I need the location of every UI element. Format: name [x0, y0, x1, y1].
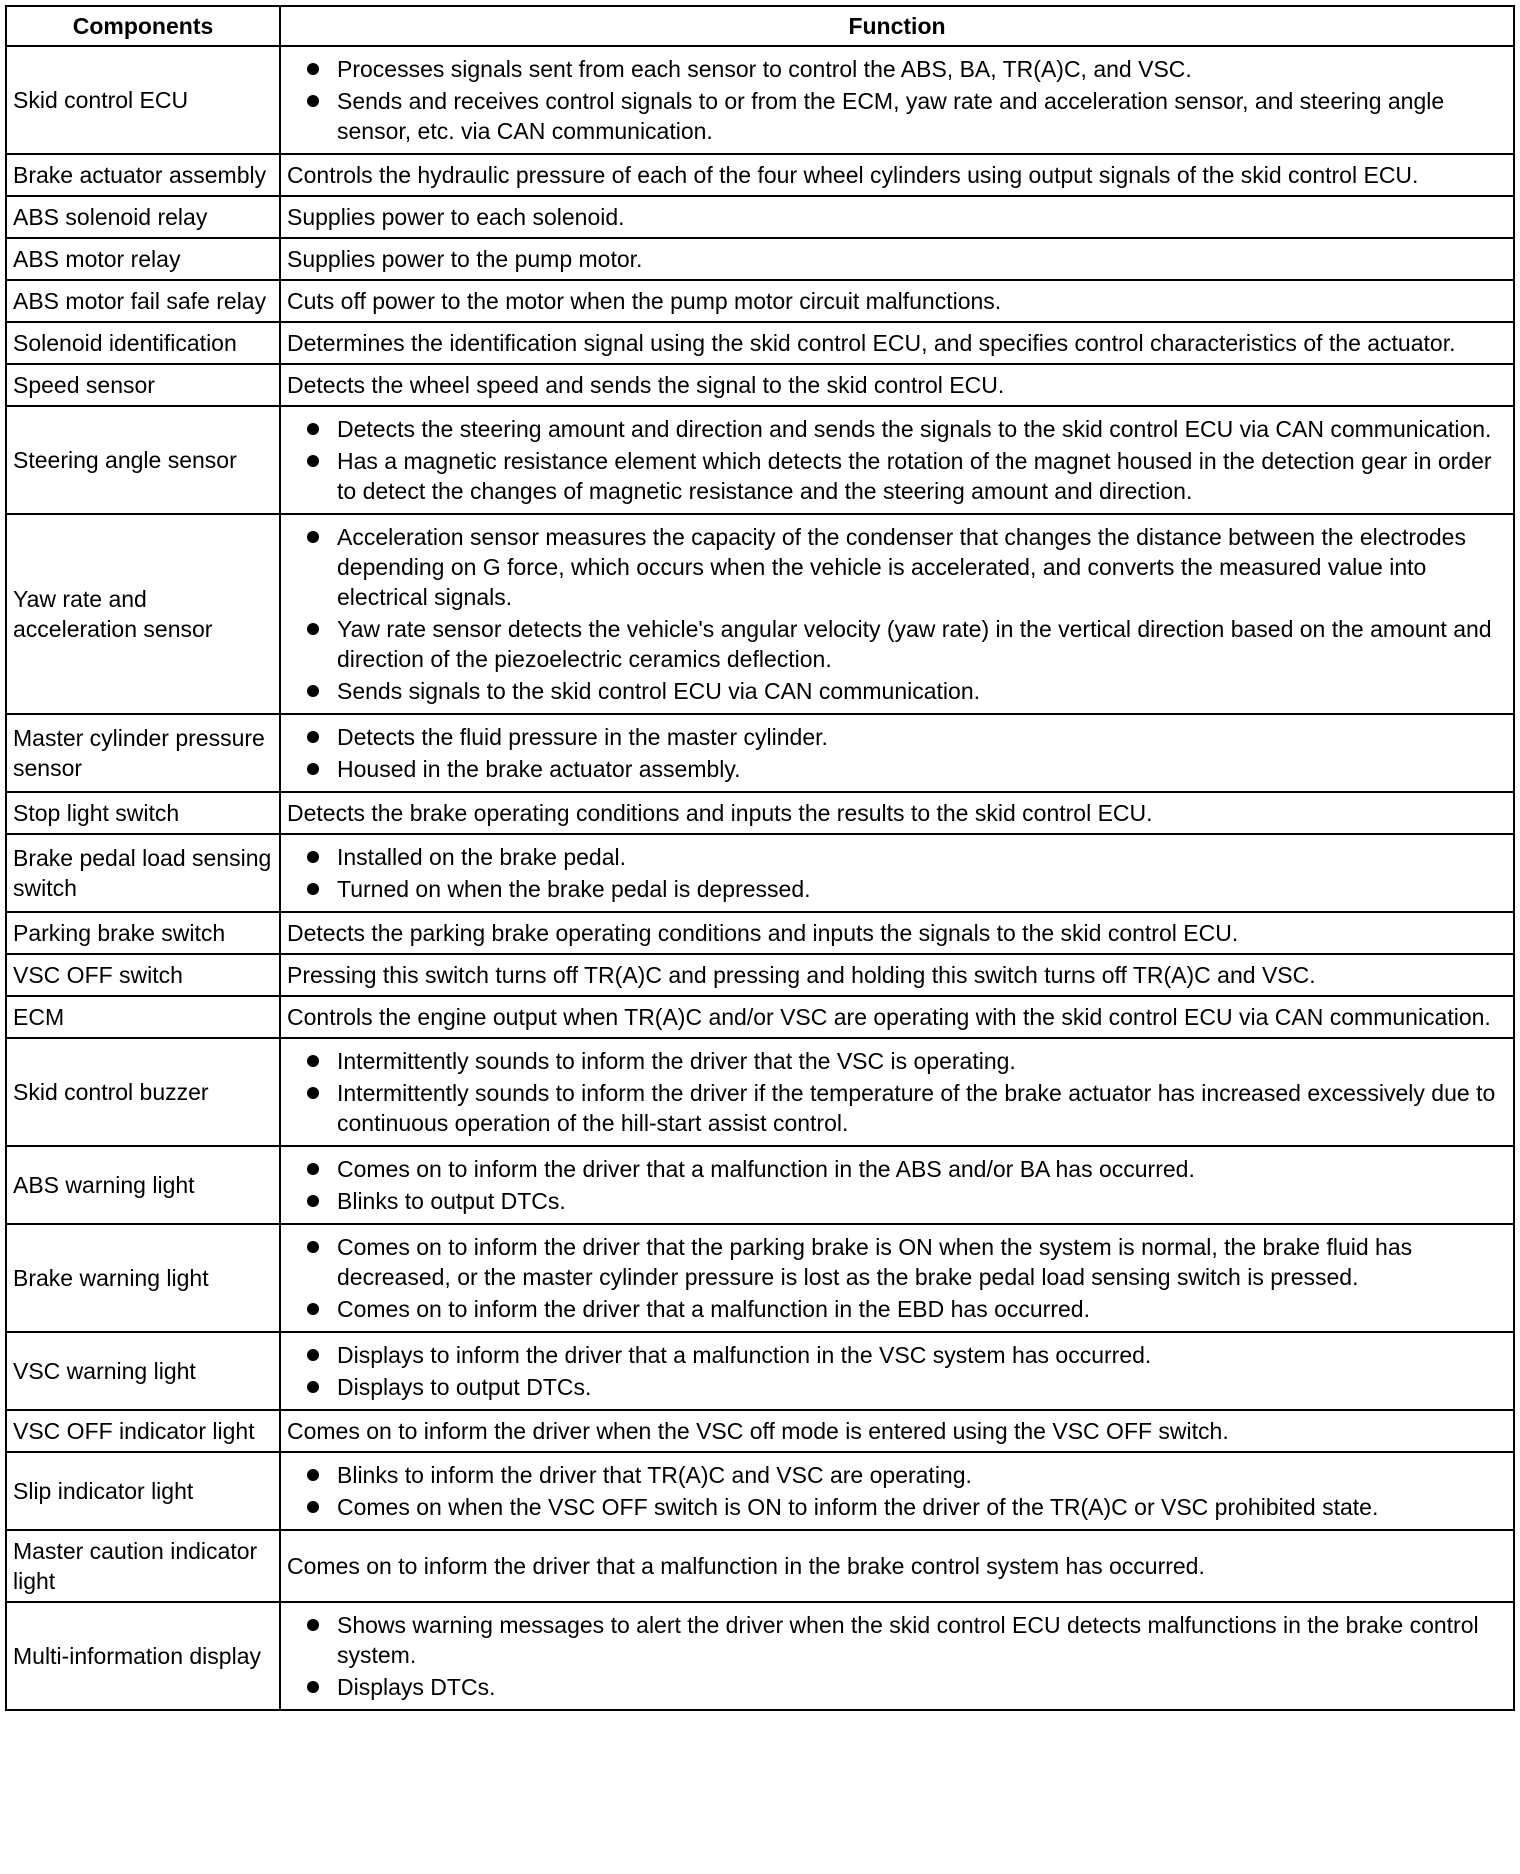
- bullet-icon: [307, 1303, 319, 1315]
- bullet-text: Sends and receives control signals to or from the ECM, yaw rate and acceleration sensor, and steering angle sensor, etc. via CAN communication.: [337, 88, 1445, 144]
- list-item: [287, 1232, 1507, 1292]
- function-bullet-list: [287, 54, 1507, 146]
- function-text: Detects the brake operating conditions and inputs the results to the skid control ECU.: [287, 800, 1153, 826]
- component-cell: Skid control ECU: [6, 46, 280, 154]
- list-item: [287, 86, 1507, 146]
- function-cell: [280, 954, 1514, 996]
- function-text: Cuts off power to the motor when the pump motor circuit malfunctions.: [287, 288, 1002, 314]
- bullet-icon: [307, 531, 319, 543]
- bullet-text: Turned on when the brake pedal is depressed.: [337, 876, 811, 902]
- component-cell: Steering angle sensor: [6, 406, 280, 514]
- table-row: [6, 1038, 1514, 1146]
- bullet-text: Housed in the brake actuator assembly.: [337, 756, 741, 782]
- bullet-icon: [307, 1241, 319, 1253]
- bullet-icon: [307, 731, 319, 743]
- table-row: [6, 1602, 1514, 1710]
- table-row: [6, 514, 1514, 714]
- list-item: [287, 1492, 1507, 1522]
- component-cell: Brake warning light: [6, 1224, 280, 1332]
- function-bullet-list: [287, 722, 1507, 784]
- list-item: [287, 754, 1507, 784]
- function-text: Detects the parking brake operating conditions and inputs the signals to the skid control ECU.: [287, 920, 1239, 946]
- table-row: [6, 322, 1514, 364]
- function-bullet-list: [287, 1232, 1507, 1324]
- component-cell: ABS motor relay: [6, 238, 280, 280]
- function-cell: [280, 996, 1514, 1038]
- table-row: [6, 46, 1514, 154]
- list-item: [287, 1372, 1507, 1402]
- function-cell: [280, 834, 1514, 912]
- function-cell: [280, 1452, 1514, 1530]
- function-cell: [280, 514, 1514, 714]
- bullet-text: Installed on the brake pedal.: [337, 844, 626, 870]
- list-item: [287, 614, 1507, 674]
- bullet-text: Has a magnetic resistance element which detects the rotation of the magnet housed in the detection gear in order to detect the changes of magnetic resistance and the steering amount and direction.: [337, 448, 1492, 504]
- component-cell: Brake pedal load sensing switch: [6, 834, 280, 912]
- function-text: Supplies power to each solenoid.: [287, 204, 625, 230]
- list-item: [287, 1610, 1507, 1670]
- bullet-text: Acceleration sensor measures the capacity of the condenser that changes the distance between the electrodes depending on G force, which occurs when the vehicle is accelerated, and converts the measured value into electrical signals.: [337, 524, 1466, 610]
- function-cell: [280, 912, 1514, 954]
- function-bullet-list: [287, 414, 1507, 506]
- component-cell: Master caution indicator light: [6, 1530, 280, 1602]
- list-item: [287, 842, 1507, 872]
- function-cell: [280, 792, 1514, 834]
- table-row: [6, 912, 1514, 954]
- bullet-icon: [307, 763, 319, 775]
- bullet-icon: [307, 1619, 319, 1631]
- function-cell: [280, 1530, 1514, 1602]
- component-cell: ABS solenoid relay: [6, 196, 280, 238]
- function-cell: [280, 1332, 1514, 1410]
- bullet-icon: [307, 685, 319, 697]
- components-table-wrapper: [5, 5, 1513, 1711]
- bullet-icon: [307, 95, 319, 107]
- list-item: [287, 1340, 1507, 1370]
- function-bullet-list: [287, 1460, 1507, 1522]
- bullet-icon: [307, 1469, 319, 1481]
- table-row: [6, 1530, 1514, 1602]
- component-cell: ECM: [6, 996, 280, 1038]
- bullet-text: Intermittently sounds to inform the driver if the temperature of the brake actuator has increased excessively due to continuous operation of the hill-start assist control.: [337, 1080, 1496, 1136]
- table-body: [6, 46, 1514, 1710]
- bullet-icon: [307, 1381, 319, 1393]
- bullet-icon: [307, 63, 319, 75]
- bullet-text: Intermittently sounds to inform the driver that the VSC is operating.: [337, 1048, 1016, 1074]
- table-row: [6, 1224, 1514, 1332]
- component-cell: Multi-information display: [6, 1602, 280, 1710]
- table-row: [6, 1146, 1514, 1224]
- table-row: [6, 792, 1514, 834]
- bullet-icon: [307, 1055, 319, 1067]
- bullet-text: Shows warning messages to alert the driver when the skid control ECU detects malfunctions in the brake control system.: [337, 1612, 1479, 1668]
- function-cell: [280, 322, 1514, 364]
- table-row: [6, 1410, 1514, 1452]
- component-cell: Yaw rate and acceleration sensor: [6, 514, 280, 714]
- table-row: [6, 364, 1514, 406]
- component-cell: ABS motor fail safe relay: [6, 280, 280, 322]
- component-cell: Master cylinder pressure sensor: [6, 714, 280, 792]
- function-cell: [280, 280, 1514, 322]
- bullet-text: Blinks to output DTCs.: [337, 1188, 566, 1214]
- function-cell: [280, 1224, 1514, 1332]
- component-cell: VSC OFF indicator light: [6, 1410, 280, 1452]
- function-bullet-list: [287, 522, 1507, 706]
- function-text: Controls the hydraulic pressure of each of the four wheel cylinders using output signals of the skid control ECU.: [287, 162, 1419, 188]
- bullet-icon: [307, 455, 319, 467]
- function-text: Determines the identification signal using the skid control ECU, and specifies control characteristics of the actuator.: [287, 330, 1456, 356]
- bullet-text: Comes on to inform the driver that a malfunction in the EBD has occurred.: [337, 1296, 1090, 1322]
- table-row: [6, 996, 1514, 1038]
- table-row: [6, 714, 1514, 792]
- component-cell: VSC OFF switch: [6, 954, 280, 996]
- bullet-icon: [307, 851, 319, 863]
- list-item: [287, 676, 1507, 706]
- component-cell: VSC warning light: [6, 1332, 280, 1410]
- function-text: Comes on to inform the driver when the VSC off mode is entered using the VSC OFF switch.: [287, 1418, 1229, 1444]
- table-row: [6, 280, 1514, 322]
- function-cell: [280, 714, 1514, 792]
- bullet-icon: [307, 1349, 319, 1361]
- function-cell: [280, 196, 1514, 238]
- component-cell: ABS warning light: [6, 1146, 280, 1224]
- function-text: Pressing this switch turns off TR(A)C and pressing and holding this switch turns off TR(A)C and VSC.: [287, 962, 1316, 988]
- list-item: [287, 722, 1507, 752]
- function-text: Comes on to inform the driver that a malfunction in the brake control system has occurred.: [287, 1553, 1205, 1579]
- bullet-icon: [307, 883, 319, 895]
- function-cell: [280, 406, 1514, 514]
- bullet-text: Comes on when the VSC OFF switch is ON to inform the driver of the TR(A)C or VSC prohibited state.: [337, 1494, 1379, 1520]
- bullet-icon: [307, 1501, 319, 1513]
- list-item: [287, 522, 1507, 612]
- bullet-icon: [307, 1087, 319, 1099]
- list-item: [287, 1186, 1507, 1216]
- bullet-text: Detects the fluid pressure in the master cylinder.: [337, 724, 828, 750]
- bullet-text: Processes signals sent from each sensor to control the ABS, BA, TR(A)C, and VSC.: [337, 56, 1192, 82]
- bullet-text: Displays DTCs.: [337, 1674, 496, 1700]
- bullet-icon: [307, 1163, 319, 1175]
- table-row: [6, 154, 1514, 196]
- table-row: [6, 954, 1514, 996]
- component-cell: Slip indicator light: [6, 1452, 280, 1530]
- function-cell: [280, 238, 1514, 280]
- bullet-icon: [307, 623, 319, 635]
- component-cell: Skid control buzzer: [6, 1038, 280, 1146]
- function-cell: [280, 1038, 1514, 1146]
- table-row: [6, 834, 1514, 912]
- bullet-icon: [307, 423, 319, 435]
- function-text: Supplies power to the pump motor.: [287, 246, 643, 272]
- function-text: Controls the engine output when TR(A)C and/or VSC are operating with the skid control ECU via CAN communication.: [287, 1004, 1491, 1030]
- table-header-row: [6, 6, 1514, 46]
- function-cell: [280, 46, 1514, 154]
- table-row: [6, 406, 1514, 514]
- function-cell: [280, 364, 1514, 406]
- table-row: [6, 238, 1514, 280]
- bullet-text: Sends signals to the skid control ECU via CAN communication.: [337, 678, 981, 704]
- function-text: Detects the wheel speed and sends the signal to the skid control ECU.: [287, 372, 1005, 398]
- component-cell: Solenoid identification: [6, 322, 280, 364]
- function-bullet-list: [287, 1610, 1507, 1702]
- function-cell: [280, 1410, 1514, 1452]
- table-row: [6, 1452, 1514, 1530]
- bullet-icon: [307, 1681, 319, 1693]
- table-row: [6, 196, 1514, 238]
- bullet-text: Yaw rate sensor detects the vehicle's angular velocity (yaw rate) in the vertical direction based on the amount and direction of the piezoelectric ceramics deflection.: [337, 616, 1492, 672]
- bullet-text: Displays to output DTCs.: [337, 1374, 592, 1400]
- list-item: [287, 1294, 1507, 1324]
- header-function: Function: [280, 6, 1514, 46]
- function-bullet-list: [287, 842, 1507, 904]
- component-cell: Brake actuator assembly: [6, 154, 280, 196]
- bullet-icon: [307, 1195, 319, 1207]
- component-cell: Speed sensor: [6, 364, 280, 406]
- function-bullet-list: [287, 1154, 1507, 1216]
- function-cell: [280, 154, 1514, 196]
- list-item: [287, 1154, 1507, 1184]
- header-components: Components: [6, 6, 280, 46]
- list-item: [287, 1460, 1507, 1490]
- bullet-text: Displays to inform the driver that a malfunction in the VSC system has occurred.: [337, 1342, 1152, 1368]
- list-item: [287, 874, 1507, 904]
- function-bullet-list: [287, 1046, 1507, 1138]
- function-bullet-list: [287, 1340, 1507, 1402]
- bullet-text: Comes on to inform the driver that a malfunction in the ABS and/or BA has occurred.: [337, 1156, 1195, 1182]
- bullet-text: Comes on to inform the driver that the parking brake is ON when the system is normal, the brake fluid has decreased, or the master cylinder pressure is lost as the brake pedal load sensing switch is pressed.: [337, 1234, 1413, 1290]
- list-item: [287, 1078, 1507, 1138]
- table-row: [6, 1332, 1514, 1410]
- list-item: [287, 1672, 1507, 1702]
- component-cell: Parking brake switch: [6, 912, 280, 954]
- list-item: [287, 414, 1507, 444]
- component-cell: Stop light switch: [6, 792, 280, 834]
- components-function-table: [5, 5, 1515, 1711]
- list-item: [287, 54, 1507, 84]
- function-cell: [280, 1146, 1514, 1224]
- bullet-text: Blinks to inform the driver that TR(A)C and VSC are operating.: [337, 1462, 972, 1488]
- list-item: [287, 1046, 1507, 1076]
- list-item: [287, 446, 1507, 506]
- function-cell: [280, 1602, 1514, 1710]
- bullet-text: Detects the steering amount and direction and sends the signals to the skid control ECU via CAN communication.: [337, 416, 1492, 442]
